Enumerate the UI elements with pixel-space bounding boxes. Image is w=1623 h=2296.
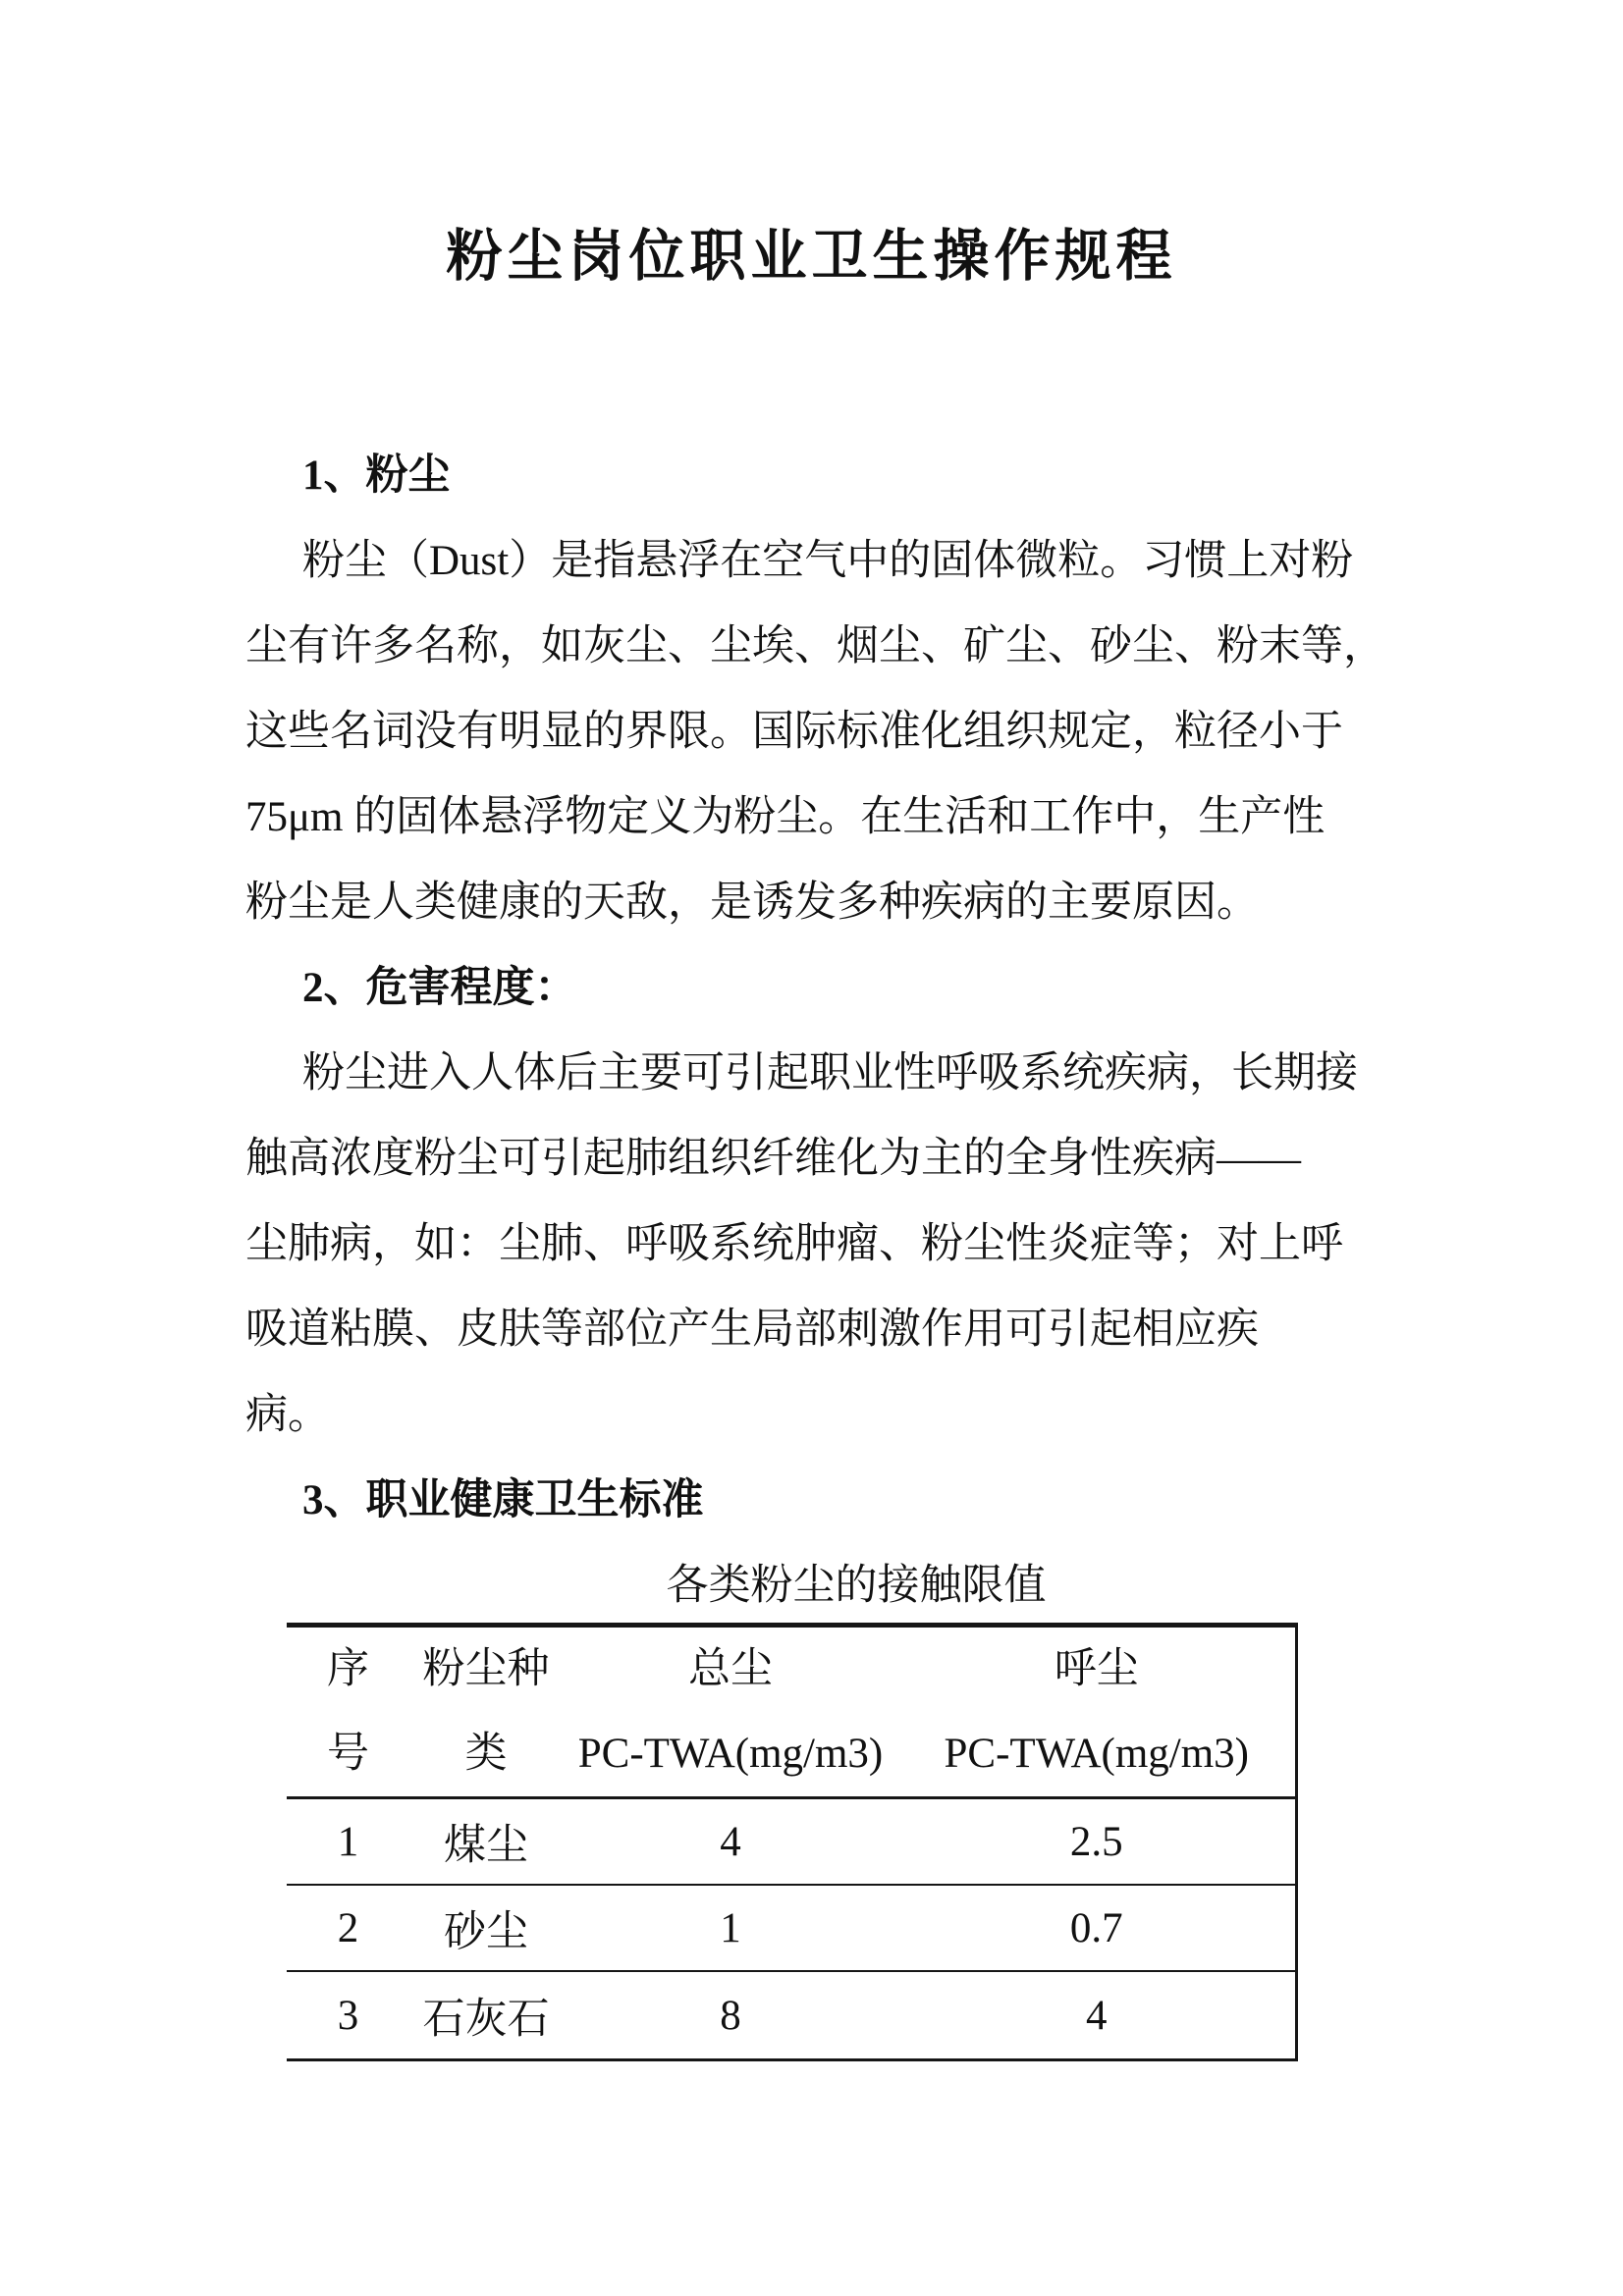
table-row <box>287 1885 1296 1971</box>
section-1-line: 粉尘（Dust）是指悬浮在空气中的固体微粒。习惯上对粉 <box>302 538 1354 584</box>
cell-serial: 2 <box>287 1885 409 1971</box>
cell-dust-type: 砂尘 <box>409 1885 563 1971</box>
dust-limits-table <box>287 1623 1296 2061</box>
cell-dust-type: 石灰石 <box>422 1996 550 2043</box>
cell-respirable-dust: 0.7 <box>898 1885 1296 1971</box>
header-line: 总尘 <box>688 1646 773 1692</box>
table-row <box>287 1971 1296 2060</box>
section-1-line: 粉尘是人类健康的天敌，是诱发多种疾病的主要原因。 <box>245 880 1259 926</box>
header-line: PC-TWA(mg/m3) <box>577 1731 884 1777</box>
header-serial-number <box>287 1626 409 1798</box>
cell-respirable-dust: 2.5 <box>898 1798 1296 1886</box>
table-caption: 各类粉尘的接触限值 <box>666 1563 1047 1609</box>
header-line: 类 <box>464 1731 508 1777</box>
cell-serial: 1 <box>287 1798 409 1886</box>
cell-respirable-dust: 4 <box>1086 1992 1108 2039</box>
section-2-line: 尘肺病，如：尘肺、呼吸系统肿瘤、粉尘性炎症等；对上呼 <box>245 1221 1343 1267</box>
section-3-heading: 3、职业健康卫生标准 <box>302 1477 704 1523</box>
header-dust-type <box>409 1626 563 1798</box>
section-1-line: 尘有许多名称，如灰尘、尘埃、烟尘、矿尘、砂尘、粉末等， <box>245 623 1385 669</box>
table-row <box>287 1798 1296 1886</box>
section-1-line: 75μm 的固体悬浮物定义为粉尘。在生活和工作中，生产性 <box>245 794 1325 840</box>
page-title: 粉尘岗位职业卫生操作规程 <box>446 226 1177 288</box>
section-2-heading: 2、危害程度： <box>302 965 577 1011</box>
section-2-line: 粉尘进入人体后主要可引起职业性呼吸系统疾病，长期接 <box>302 1050 1358 1096</box>
header-respirable-dust <box>898 1626 1296 1798</box>
header-line: 号 <box>327 1731 369 1777</box>
section-2-line: 触高浓度粉尘可引起肺组织纤维化为主的全身性疾病—— <box>245 1136 1301 1182</box>
cell-serial: 3 <box>337 1992 359 2039</box>
section-2-line: 吸道粘膜、皮肤等部位产生局部刺激作用可引起相应疾 <box>245 1307 1259 1353</box>
cell-total-dust: 4 <box>563 1798 898 1886</box>
section-1-heading: 1、粉尘 <box>302 453 451 499</box>
section-1-line: 这些名词没有明显的界限。国际标准化组织规定，粒径小于 <box>245 709 1343 755</box>
header-line: PC-TWA(mg/m3) <box>944 1731 1250 1777</box>
header-line: 粉尘种 <box>422 1646 550 1692</box>
header-line: 序 <box>327 1646 369 1692</box>
document-body <box>245 433 1404 1629</box>
table-header-row <box>287 1626 1296 1798</box>
section-2-line: 病。 <box>245 1392 330 1438</box>
header-line: 呼尘 <box>1054 1646 1139 1692</box>
cell-total-dust: 8 <box>720 1992 741 2039</box>
cell-total-dust: 1 <box>563 1885 898 1971</box>
header-total-dust <box>563 1626 898 1798</box>
cell-dust-type: 煤尘 <box>409 1798 563 1886</box>
